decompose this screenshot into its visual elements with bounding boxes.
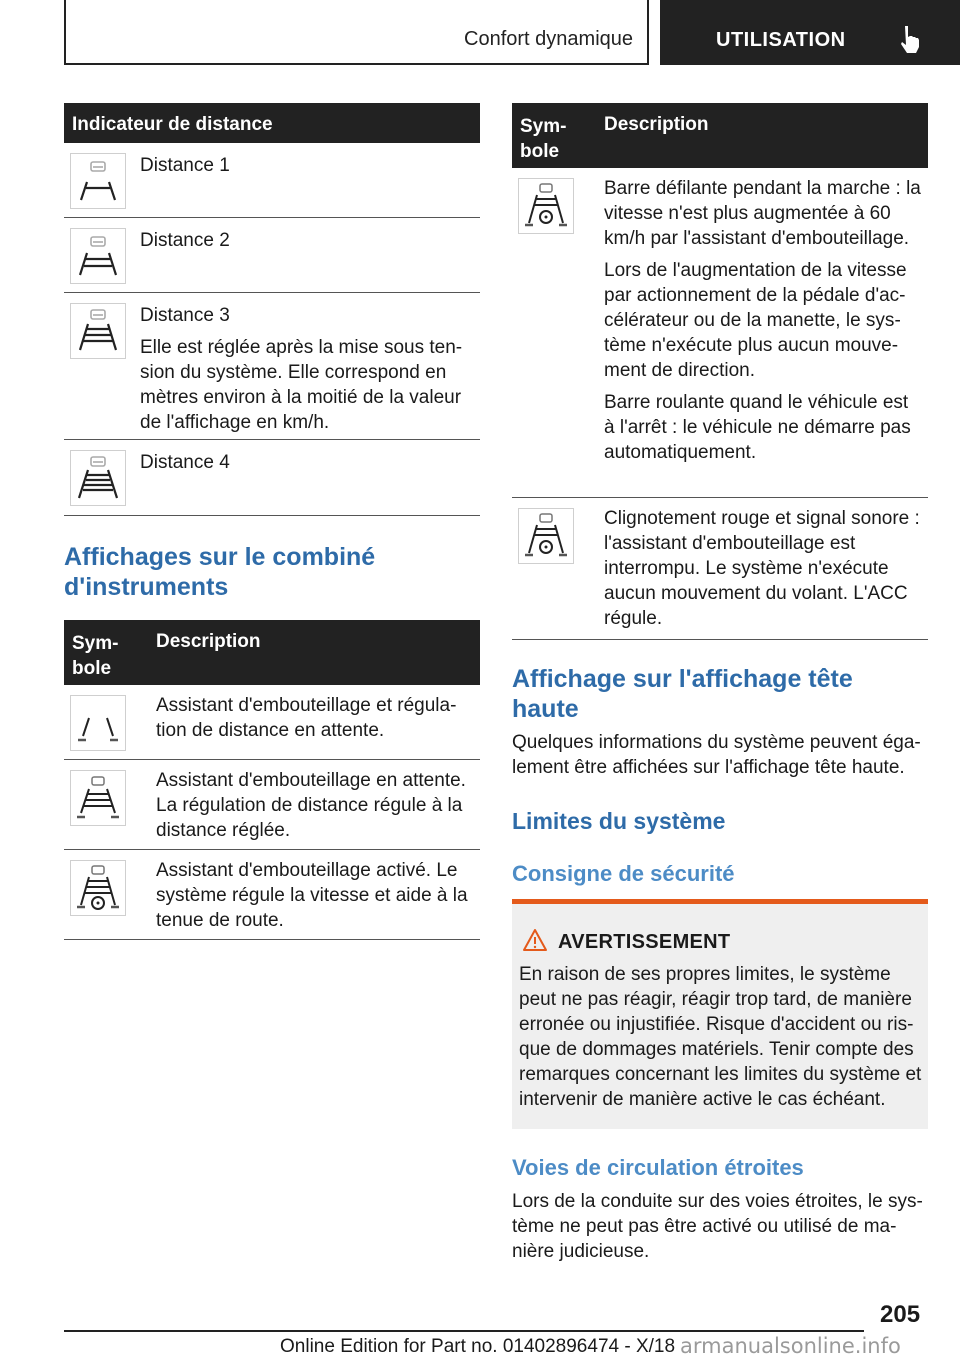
warning-title: AVERTISSEMENT: [558, 931, 731, 953]
instruments-table-header: [64, 620, 480, 685]
standby-text: Assistant d'embouteillage et régulation de distance en attente.: [156, 695, 457, 741]
accelerator-text: Lors de l'augmentation de la vitesse par actionnement de la pédale d'accélérateur ou de la manette, le système n'exécute plus aucun mouvement de direction.: [604, 260, 907, 381]
table-row: [64, 760, 480, 850]
distance-4-icon: [70, 450, 126, 506]
edition-text: Online Edition for Part no. 01402896474 - X/18: [280, 1336, 676, 1357]
scrolling-bar-text: Barre défilante pendant la marche : la vitesse n'est plus augmentée à 60 km/h par l'assistant d'embouteillage.: [604, 178, 921, 249]
table-row: [64, 143, 480, 218]
table-row: [512, 168, 928, 498]
warning-text: En raison de ses propres limites, le système peut ne pas réagir, réagir trop tard, de manière erronée ou injustifiée. Risque d'accident ou risque de dommages matériels. Tenir compte des remarques concernant les limites du système et intervenir de manière active le cas échéant.: [519, 964, 922, 1110]
hand-pointer-icon: [896, 24, 922, 54]
description-column-header: Description: [156, 631, 261, 652]
instruments-title: Affichages sur le combiné d'instruments: [64, 543, 376, 601]
header-chapter-tab[interactable]: [660, 0, 960, 65]
active-description: [156, 858, 474, 933]
narrow-lanes-title: Voies de circulation étroites: [512, 1155, 804, 1180]
header-section-box: [64, 0, 649, 65]
active-text: Assistant d'embouteillage activé. Le système régule la vitesse et aide à la tenue de route.: [156, 860, 468, 931]
table-row: [64, 685, 480, 760]
distance-3-label: Distance 3: [140, 305, 230, 326]
symbol-column-header: Symbole: [520, 116, 567, 162]
distance-1-description: [140, 153, 474, 178]
chapter-title: UTILISATION: [716, 29, 846, 51]
distance-3-note: Elle est réglée après la mise sous tension du système. Elle correspond en mètres environ à la moitié de la valeur de l'affichage en km/h.: [140, 337, 463, 433]
safety-title: Consigne de sécurité: [512, 861, 735, 886]
traffic-jam-waiting-icon: [70, 770, 126, 826]
section-title: Confort dynamique: [464, 28, 633, 50]
waiting-text: Assistant d'embouteillage en attente. La régulation de distance régule à la distance réglée.: [156, 770, 466, 841]
steering-limit-description: [604, 176, 922, 465]
steering-interrupted-description: [604, 506, 922, 631]
steering-limit-icon: [518, 178, 574, 234]
hud-text: Quelques informations du système peuvent également être affichées sur l'affichage tête haute.: [512, 732, 921, 778]
narrow-lanes-text: Lors de la conduite sur des voies étroites, le système ne peut pas être activé ou utilisé de manière judicieuse.: [512, 1191, 923, 1262]
table-row: [64, 218, 480, 293]
table-row: [512, 498, 928, 640]
distance-2-label: Distance 2: [140, 230, 230, 251]
footer-divider: [64, 1330, 864, 1332]
warning-box: [512, 899, 928, 1129]
distance-table: [64, 103, 480, 516]
page-number: 205: [880, 1301, 921, 1328]
steering-interrupted-icon: [518, 508, 574, 564]
distance-4-description: [140, 450, 474, 475]
traffic-jam-standby-icon: [70, 695, 126, 751]
distance-1-icon: [70, 153, 126, 209]
watermark: armanualsonline.info: [680, 1334, 901, 1358]
traffic-jam-active-icon: [70, 860, 126, 916]
waiting-description: [156, 768, 474, 843]
distance-3-description: [140, 303, 474, 435]
rolling-bar-text: Barre roulante quand le véhicule est à l'arrêt : le véhicule ne démarre pas automatiquement.: [604, 392, 911, 463]
symbol-column-header: Symbole: [72, 633, 119, 679]
hud-title: Affichage sur l'affichage tête haute: [512, 665, 853, 723]
instruments-table: [64, 620, 480, 940]
distance-table-heading: Indicateur de distance: [72, 114, 273, 135]
distance-1-label: Distance 1: [140, 155, 230, 176]
steering-table-header: [512, 103, 928, 168]
interrupted-text: Clignotement rouge et signal sonore : l'assistant d'embouteillage est interrompu. Le système n'exécute aucun mouvement du volant. L'ACC régule.: [604, 508, 920, 629]
distance-3-icon: [70, 303, 126, 359]
table-row: [64, 850, 480, 940]
distance-2-icon: [70, 228, 126, 284]
distance-4-label: Distance 4: [140, 452, 230, 473]
table-row: [64, 293, 480, 440]
distance-2-description: [140, 228, 474, 253]
steering-symbol-table: [512, 103, 928, 640]
description-column-header: Description: [604, 114, 709, 135]
limits-title: Limites du système: [512, 808, 726, 834]
table-row: [64, 440, 480, 516]
warning-triangle-icon: [522, 928, 548, 952]
distance-table-header: [64, 103, 480, 143]
standby-description: [156, 693, 474, 743]
